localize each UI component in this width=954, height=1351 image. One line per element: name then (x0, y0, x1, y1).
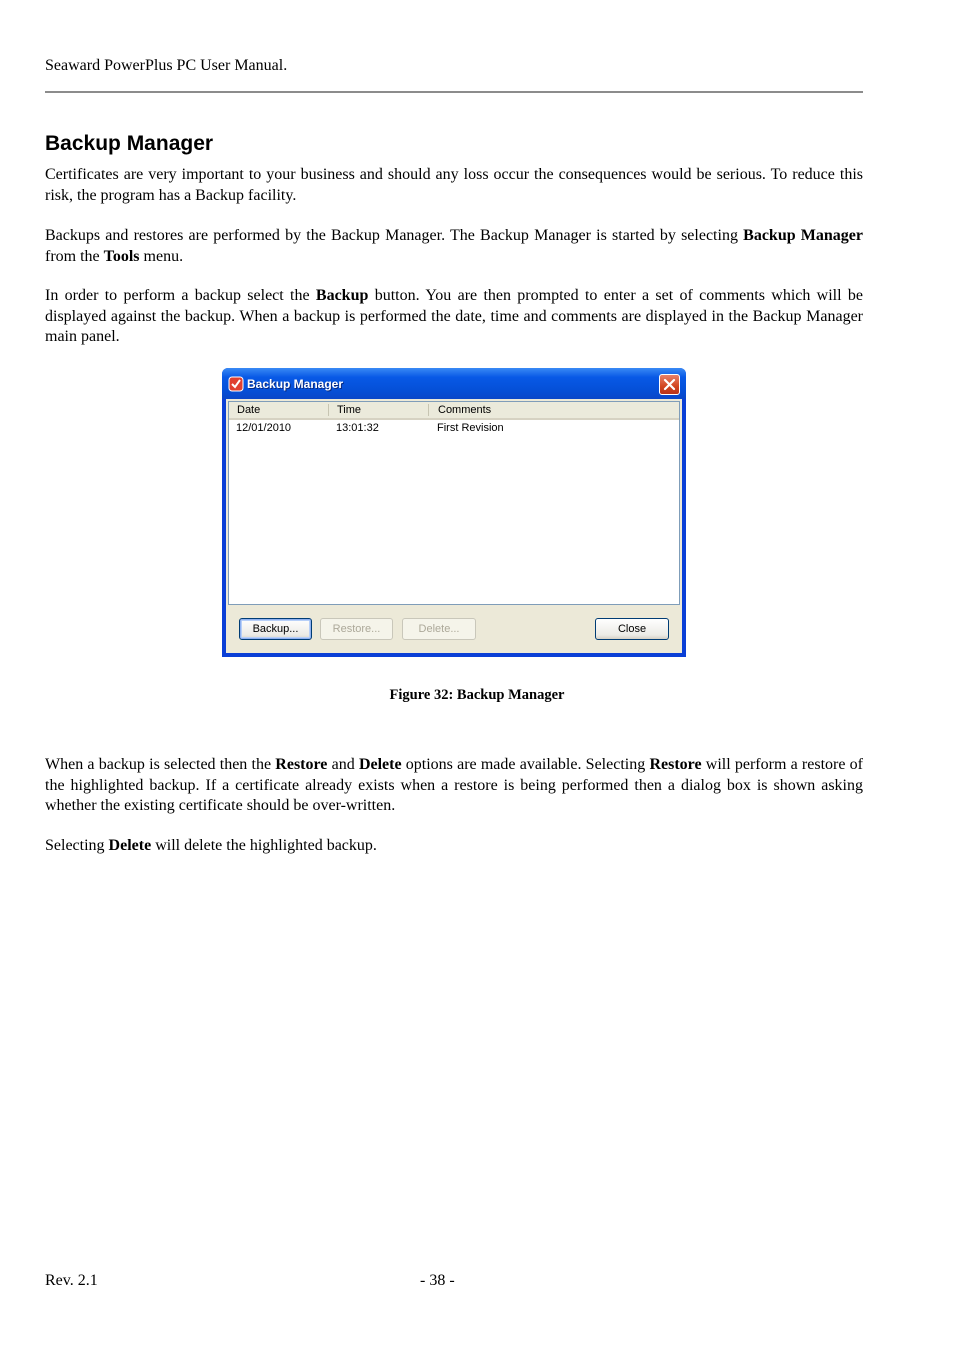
document-header: Seaward PowerPlus PC User Manual. (45, 57, 288, 74)
footer-revision: Rev. 2.1 (45, 1272, 98, 1289)
window-title: Backup Manager (247, 377, 344, 391)
figure-caption: Figure 32: Backup Manager (389, 687, 565, 703)
footer-page-number: - 38 - (420, 1272, 455, 1289)
column-header-row (229, 402, 679, 420)
backup-button[interactable]: Backup... (239, 618, 312, 640)
header-rule (45, 91, 863, 93)
paragraph-start: Backups and restores are performed by the Backup Manager. The Backup Manager is started by selecting Backup Manager from the Tools menu. (45, 227, 864, 265)
app-icon (228, 376, 244, 392)
close-button[interactable]: Close (595, 618, 669, 640)
backup-list[interactable] (228, 401, 680, 605)
close-window-button[interactable] (659, 374, 680, 395)
restore-button[interactable]: Restore... (320, 618, 393, 640)
paragraph-backup: In order to perform a backup select the Backup button. You are then prompted to enter a set of comments which will be displayed against the backup. When a backup is performed the date, time and comments are displayed in the Backup Manager main panel. (45, 287, 863, 345)
row-date: 12/01/2010 (236, 422, 292, 434)
close-icon (663, 378, 676, 391)
backup-manager-window (222, 368, 686, 657)
window-client-area (226, 399, 682, 653)
column-header-comments[interactable]: Comments (438, 404, 492, 416)
column-header-date[interactable]: Date (237, 404, 261, 416)
row-comments: First Revision (437, 422, 504, 434)
title-bar[interactable] (222, 368, 686, 399)
row-time: 13:01:32 (336, 422, 379, 434)
section-heading: Backup Manager (45, 132, 214, 155)
column-divider[interactable] (428, 404, 429, 416)
paragraph-intro: Certificates are very important to your business and should any loss occur the consequences would be serious. To reduce this risk, the program has a Backup facility. (45, 166, 863, 204)
column-header-time[interactable]: Time (337, 404, 362, 416)
paragraph-delete: Selecting Delete will delete the highlighted backup. (45, 837, 377, 854)
delete-button[interactable]: Delete... (402, 618, 476, 640)
paragraph-restore: When a backup is selected then the Restore and Delete options are made available. Selecting Restore will perform a restore of the highlighted backup. If a certificate already exists when a restore is being performed then a dialog box is shown asking whether the existing certificate should be over-written. (45, 756, 864, 814)
